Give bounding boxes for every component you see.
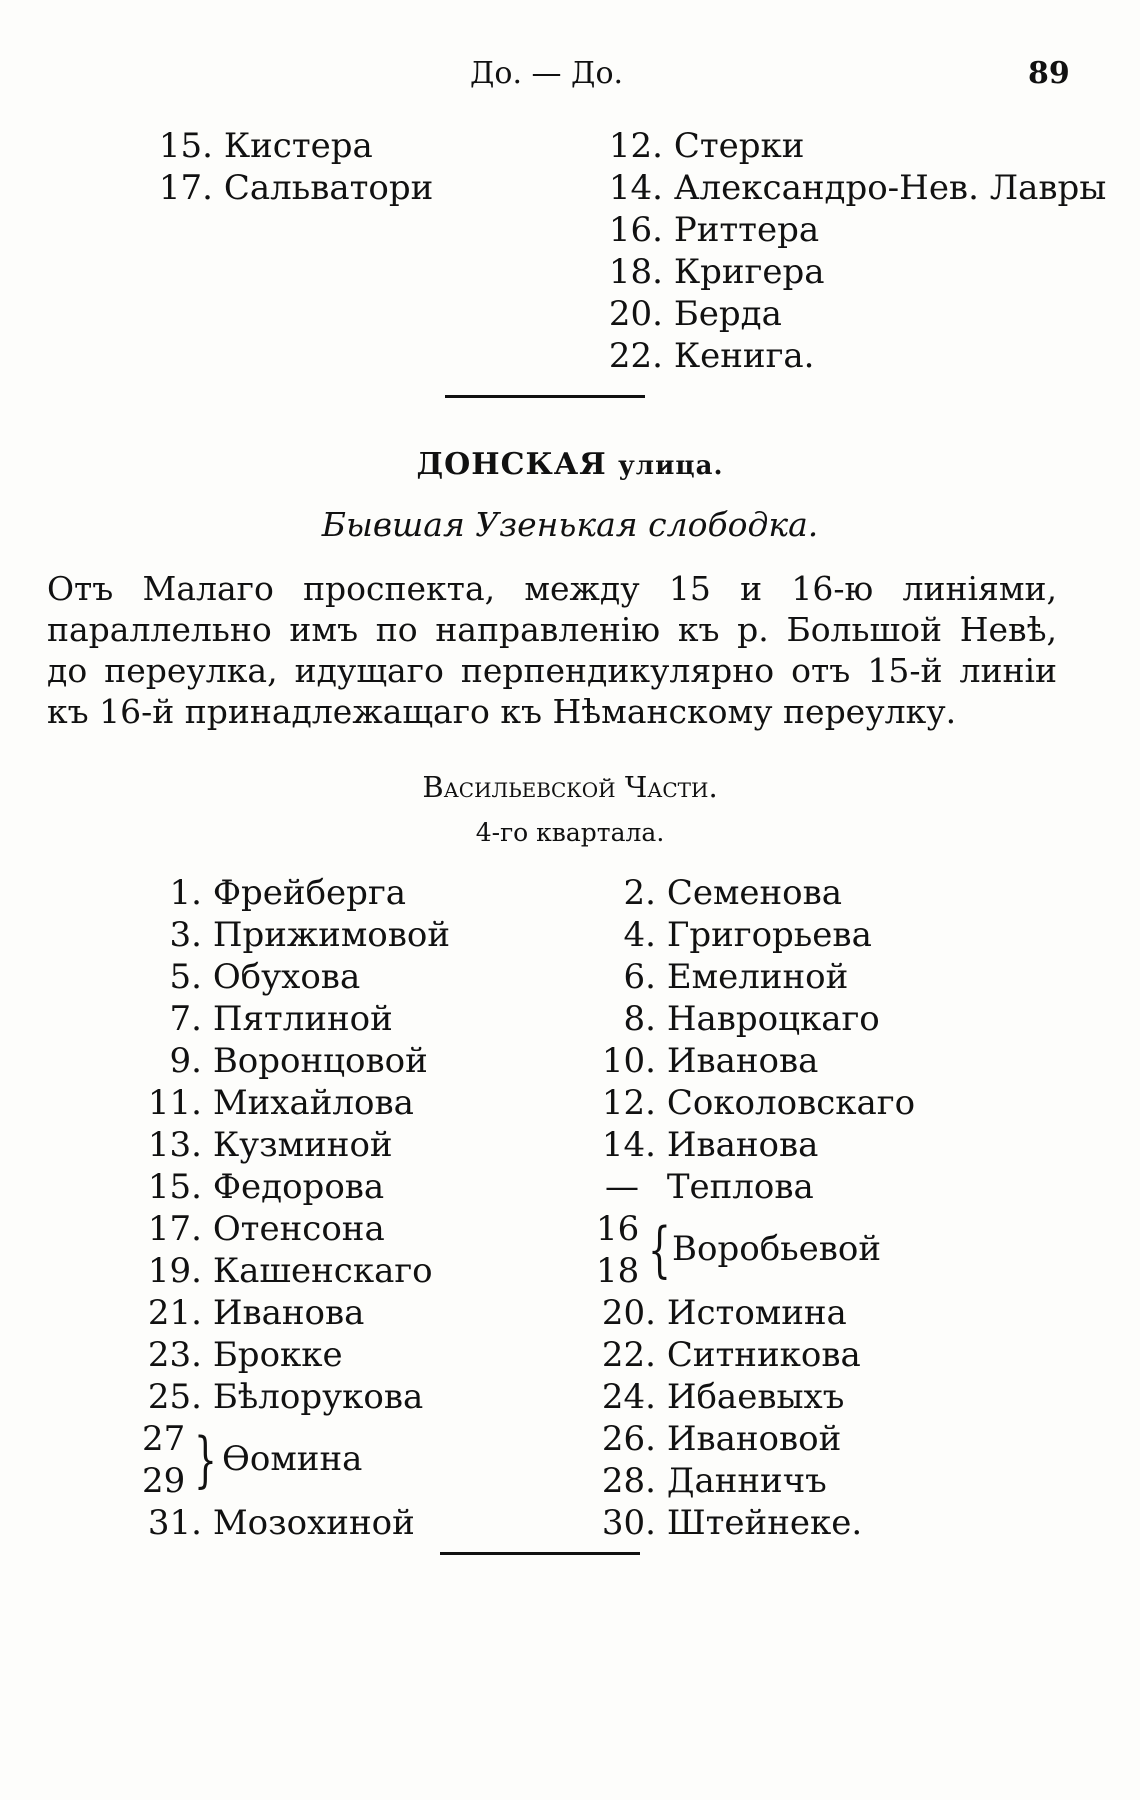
list-item: 21. Иванова (147, 1293, 365, 1333)
list-item: 17. Сальватори (158, 168, 434, 208)
list-item: 20. Берда (608, 294, 782, 334)
top-right-list (603, 125, 1106, 377)
list-item: 7. Пятлиной (169, 999, 393, 1039)
list-item: 20. Истомина (601, 1293, 847, 1333)
group-name: Ѳомина (222, 1439, 363, 1479)
list-item-group (130, 1418, 450, 1502)
list-item: 17. Отенсона (147, 1209, 385, 1249)
street-type: улица. (618, 451, 724, 481)
list-item: 28. Данничъ (601, 1461, 827, 1501)
house-list-right (588, 872, 915, 1544)
divider (440, 1552, 640, 1555)
list-item: 22. Ситникова (601, 1335, 861, 1375)
group-num-b: 29 (142, 1461, 186, 1501)
list-item: 4. Григорьева (623, 915, 872, 955)
district-heading: Васильевской Части. (422, 770, 718, 804)
list-item: 9. Воронцовой (169, 1041, 428, 1081)
list-item: 2. Семенова (623, 873, 843, 913)
list-item: 25. Бѣлорукова (147, 1377, 424, 1417)
brace-symbol: } (194, 1425, 217, 1495)
list-item: 26. Ивановой (601, 1419, 842, 1459)
group-num-b: 18 (596, 1251, 640, 1291)
list-item: 13. Кузминой (147, 1125, 393, 1165)
list-item: 15. Федорова (147, 1167, 385, 1207)
page-number: 89 (1028, 56, 1070, 91)
list-item: 1. Фрейберга (169, 873, 407, 913)
list-item-group (588, 1208, 915, 1292)
group-name: Воробьевой (672, 1229, 882, 1269)
list-item: 6. Емелиной (623, 957, 849, 997)
list-item: 16. Риттера (608, 210, 820, 250)
top-left-list (155, 125, 433, 209)
list-item: 5. Обухова (169, 957, 361, 997)
list-item: 14. Иванова (601, 1125, 819, 1165)
section-title (0, 447, 1140, 482)
house-list-left (130, 872, 450, 1544)
list-item: 24. Ибаевыхъ (601, 1377, 845, 1417)
list-item: 22. Кенига. (608, 336, 815, 376)
street-name: ДОНСКАЯ (416, 447, 607, 482)
list-item: — Теплова (605, 1167, 814, 1207)
list-item: 3. Прижимовой (169, 915, 451, 955)
list-item: 30. Штейнеке. (601, 1503, 863, 1543)
brace-symbol: { (648, 1215, 671, 1285)
list-item: 23. Брокке (147, 1335, 343, 1375)
list-item: 18. Кригера (608, 252, 825, 292)
list-item: 12. Стерки (608, 126, 805, 166)
group-num-a: 27 (142, 1419, 186, 1459)
description-paragraph: Отъ Малаго проспекта, между 15 и 16-ю линіями, параллельно имъ по направленію къ р. Большой Невѣ, до переулка, идущаго перпендикулярно отъ 15-й линіи къ 16-й принадлежащаго къ Нѣманскому переулку. (47, 569, 1057, 731)
group-num-a: 16 (596, 1209, 640, 1249)
quarter-heading: 4-го квартала. (475, 818, 665, 847)
list-item: 14. Александро-Нев. Лавры (608, 168, 1107, 208)
list-item: 10. Иванова (601, 1041, 819, 1081)
list-item: 8. Навроцкаго (623, 999, 880, 1039)
list-item: 19. Кашенскаго (147, 1251, 433, 1291)
list-item: 12. Соколовскаго (601, 1083, 916, 1123)
running-head: До. — До. (470, 56, 624, 91)
divider (445, 395, 645, 398)
section-subtitle: Бывшая Узенькая слободка. (321, 505, 819, 544)
list-item: 11. Михайлова (147, 1083, 414, 1123)
list-item: 31. Мозохиной (147, 1503, 415, 1543)
list-item: 15. Кистера (158, 126, 373, 166)
